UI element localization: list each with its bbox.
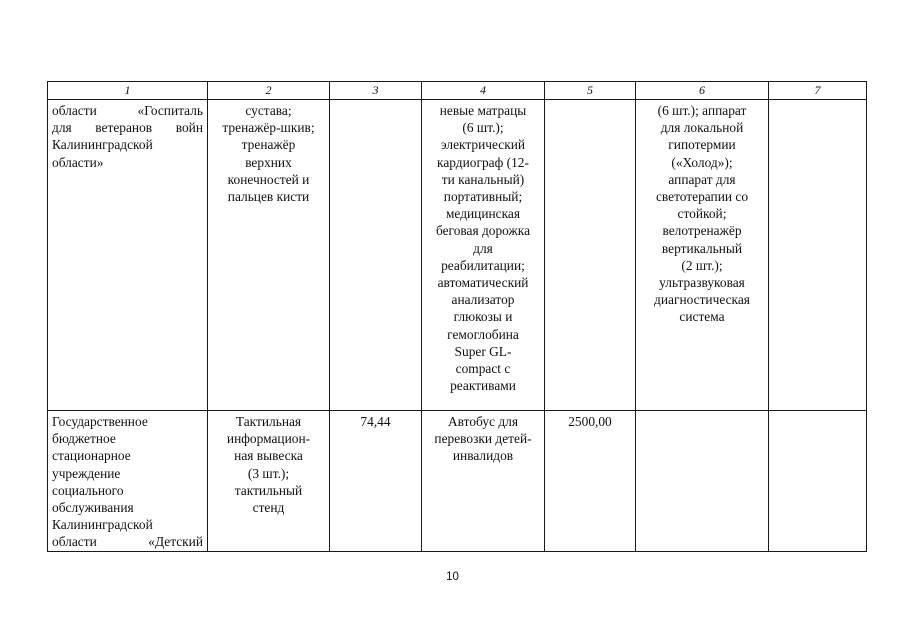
cell-line: стационарное <box>52 448 131 464</box>
cell-line: тренажёр <box>241 137 296 153</box>
cell-line: кардиограф (12- <box>437 154 529 170</box>
cell-line: конечностей и <box>227 171 310 187</box>
cell-line: Super GL- <box>454 343 512 359</box>
column-number-3: 3 <box>330 82 422 100</box>
cell-line: автоматический <box>437 275 529 291</box>
cell-line: для ветеранов войн <box>52 120 203 136</box>
cell-line: тактильный <box>234 482 303 498</box>
cell-line: система <box>679 309 725 325</box>
cell-line: беговая дорожка <box>435 223 531 239</box>
column-number-7: 7 <box>769 82 867 100</box>
page-number: 10 <box>446 571 459 583</box>
cell-line: сустава; <box>245 103 292 118</box>
cell-line: инвалидов <box>452 448 514 464</box>
cell-line: области «Детский <box>52 534 203 550</box>
equipment-cell <box>422 100 545 411</box>
cell-line: (2 шт.); <box>681 257 723 273</box>
cell-line: социального <box>52 482 124 498</box>
cell-line: медицинская <box>445 206 521 222</box>
cell-line: для локальной <box>660 120 744 136</box>
column-number-4: 4 <box>422 82 545 100</box>
cell-line: глюкозы и <box>453 309 513 325</box>
amount-cell <box>545 100 636 411</box>
equipment-cell <box>422 411 545 552</box>
cell-line: стенд <box>252 500 285 516</box>
cell-line: (3 шт.); <box>247 465 290 481</box>
cell-line: Тактильная <box>235 414 302 429</box>
cell-line: Калининградской <box>52 517 153 533</box>
table-row <box>48 411 867 552</box>
institution-cell <box>48 100 208 411</box>
cell-line: вертикальный <box>661 240 743 256</box>
cell-line: тренажёр-шкив; <box>222 120 315 136</box>
equipment-cell <box>636 100 769 411</box>
cell-line: диагностическая <box>654 292 750 308</box>
cell-line: (6 шт.); <box>462 120 504 136</box>
cell-line: анализатор <box>451 292 515 308</box>
cell-line: верхних <box>245 154 292 170</box>
cell-line: невые матрацы <box>439 103 527 118</box>
amount-cell: 2500,00 <box>545 411 636 552</box>
cell-line: бюджетное <box>52 431 116 447</box>
budget-table <box>47 81 867 552</box>
cell-line: гемоглобина <box>447 326 519 342</box>
cell-line: реактивами <box>450 378 516 394</box>
cell-line: Автобус для <box>448 414 518 429</box>
cell-line: Государственное <box>52 414 148 429</box>
column-number-1: 1 <box>48 82 208 100</box>
cell-line: (6 шт.); аппарат <box>657 103 747 118</box>
cell-line: области» <box>52 154 104 170</box>
column-number-5: 5 <box>545 82 636 100</box>
cell-line: ультразвуковая <box>659 275 745 291</box>
cell-line: портативный; <box>443 189 523 205</box>
column-number-row <box>48 82 867 100</box>
institution-cell <box>48 411 208 552</box>
cell-line: пальцев кисти <box>227 189 310 205</box>
cell-line: информацион- <box>226 431 311 447</box>
cell-line: обслуживания <box>52 500 134 516</box>
cell-line: электрический <box>440 137 526 153</box>
table-row <box>48 100 867 411</box>
cell-line: велотренажёр <box>662 223 742 239</box>
cell-line: ти канальный) <box>441 171 525 187</box>
amount-cell: 74,44 <box>330 411 422 552</box>
cell-line: Калининградской <box>52 137 153 153</box>
equipment-cell <box>636 411 769 552</box>
notes-cell <box>769 100 867 411</box>
column-number-2: 2 <box>208 82 330 100</box>
cell-line: гипотермии <box>668 137 736 153</box>
cell-line: перевозки детей- <box>434 431 532 447</box>
equipment-cell <box>208 411 330 552</box>
cell-line: compact с <box>455 361 511 377</box>
cell-line: области «Госпиталь <box>52 103 203 118</box>
cell-line: для <box>473 240 493 256</box>
notes-cell <box>769 411 867 552</box>
cell-line: ная вывеска <box>234 448 303 464</box>
cell-line: учреждение <box>52 465 121 481</box>
equipment-cell <box>208 100 330 411</box>
cell-line: («Холод»); <box>671 154 733 170</box>
amount-cell <box>330 100 422 411</box>
column-number-6: 6 <box>636 82 769 100</box>
cell-line: аппарат для <box>668 171 736 187</box>
cell-line: светотерапии со <box>655 189 749 205</box>
cell-line: реабилитации; <box>441 257 525 273</box>
cell-line: стойкой; <box>677 206 727 222</box>
